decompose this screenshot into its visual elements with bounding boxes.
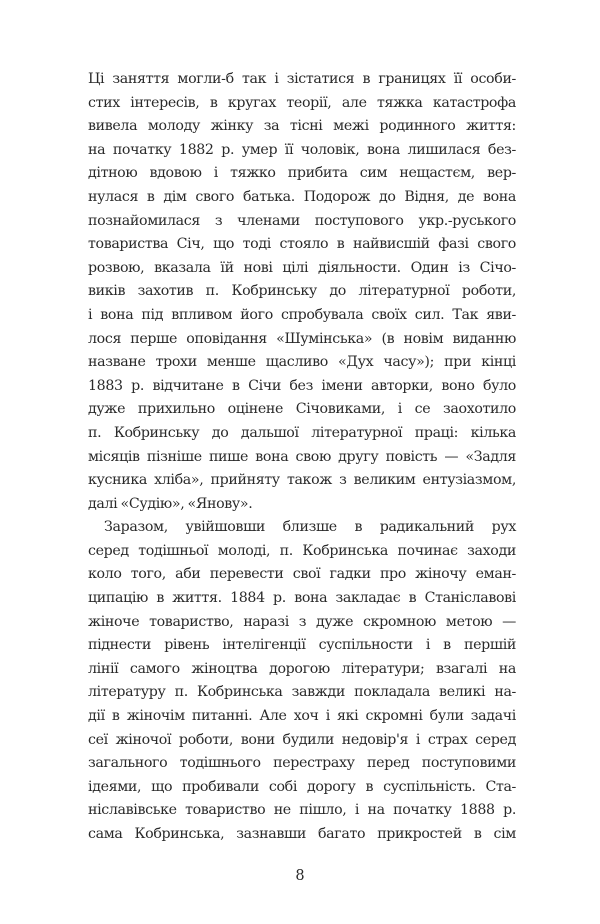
paragraph-1 [88,68,516,516]
text-line: кусника хліба», прийняту також з великим ентузіазмом, [88,472,516,489]
text-line: розвою, вказала їй нові цілі діяльности. Один із Січо- [88,259,516,276]
text-line: Ці заняття могли-б так і зістатися в границях її особи- [88,71,516,87]
text-line: літературу п. Кобринська завжди покладала великі на- [88,684,516,701]
text-line: на початку 1882 р. умер її чоловік, вона лишилася без- [88,141,516,158]
paragraph-2 [88,516,516,846]
text-line: вивела молоду жінку за тісні межі родинного життя: [88,118,516,135]
text-line: дітною вдовою і тяжко прибита сим нещастєм, вер- [88,165,516,182]
page-number: 8 [295,868,305,884]
text-line: стих інтересів, в кругах теорії, але тяжка катастрофа [88,94,516,111]
text-line: нулася в дім свого батька. Подорож до Відня, де вона [88,188,516,205]
text-line: виків захотив п. Кобринську до літературної роботи, [88,283,516,300]
text-line: назване трохи менше щасливо «Дух часу»); при кінці [88,354,516,371]
text-line: ніславівське товариство не пішло, і на початку 1888 р. [88,802,516,819]
text-line: сеї жіночої роботи, вони будили недовір'я і страх серед [88,731,516,748]
text-line: сама Кобринська, зазнавши багато прикростей в сім [88,826,516,842]
text-line: познайомилася з членами поступового укр.-руського [88,212,516,229]
text-line: п. Кобринську до дальшої літературної праці: кілька [88,424,516,441]
text-line: дуже прихильно оцінене Січовиками, і се заохотило [88,401,516,418]
text-line: ідеями, що пробивали собі дорогу в суспільність. Ста- [88,778,516,795]
text-line: товариства Січ, що тоді стояло в найвисшій фазі свого [88,236,516,253]
text-line: і вона під впливом його спробувала своїх сил. Так яви- [88,306,516,323]
text-line: далі «Судію», «Янову». [88,495,253,512]
body-text [88,68,516,847]
text-line: ципацію в життя. 1884 р. вона закладає в Станіславові [88,590,516,607]
text-line: 1883 р. відчитане в Січи без імени авторки, воно було [88,377,516,394]
text-line: піднести рівень інтелігенції суспільности і в першій [88,637,516,654]
text-line: лося перше оповідання «Шумінська» (в новім виданню [88,330,516,347]
text-line: дії в жіночім питанні. Але хоч і які скромні були задачі [88,708,516,725]
text-line: серед тодішньої молоді, п. Кобринська починає заходи [88,542,516,559]
text-line: лінії самого жіноцтва дорогою літератури; взагалі на [88,660,516,677]
text-line: загального тодішнього перестраху перед поступовими [88,755,516,772]
text-line: жіноче товариство, наразі з дуже скромною метою — [88,613,516,630]
text-line: коло того, аби перевести свої гадки про жіночу еман- [88,566,516,583]
text-line: Заразом, увійшовши близше в радикальний рух [104,519,516,536]
text-line: місяців пізніше пише вона свою другу повість — «Задля [88,448,516,465]
